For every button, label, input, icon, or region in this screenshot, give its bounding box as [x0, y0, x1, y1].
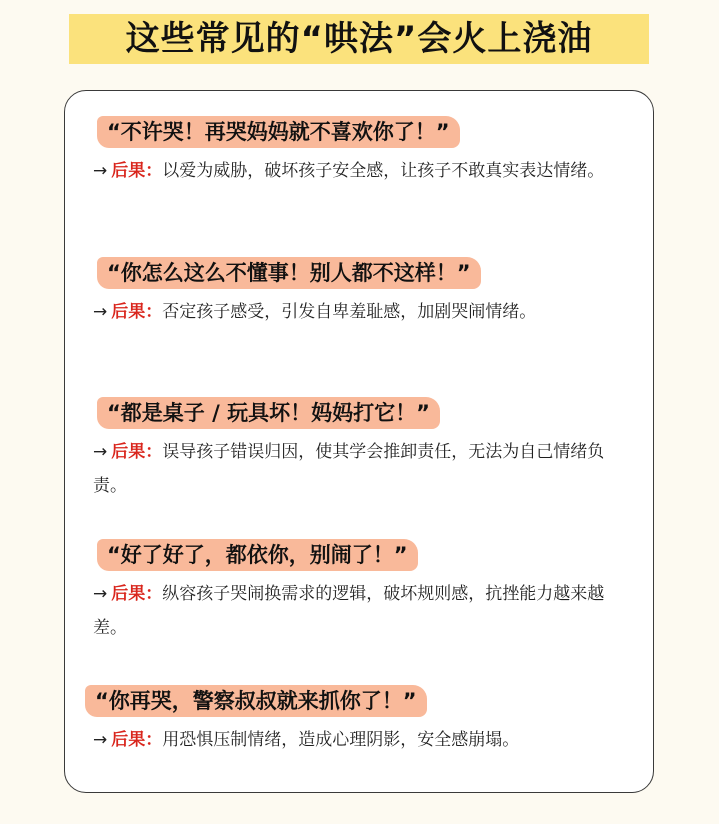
- quote-highlight: “都是桌子 / 玩具坏！妈妈打它！”: [97, 397, 440, 429]
- consequence-text: [93, 435, 633, 503]
- consequence-text: [93, 577, 633, 645]
- consequence-body: 误导孩子错误归因，使其学会推卸责任，无法为自己情绪负责。: [93, 442, 605, 496]
- quote-highlight: “你再哭，警察叔叔就来抓你了！”: [85, 685, 427, 717]
- content-card: [64, 90, 654, 793]
- consequence-label: 后果：: [111, 730, 163, 750]
- quote-highlight: “不许哭！再哭妈妈就不喜欢你了！”: [97, 116, 460, 148]
- consequence-label: 后果：: [111, 302, 163, 322]
- arrow-icon: →: [93, 730, 108, 750]
- arrow-icon: →: [93, 584, 108, 604]
- quote-highlight: “你怎么这么不懂事！别人都不这样！”: [97, 257, 481, 289]
- consequence-body: 纵容孩子哭闹换需求的逻辑，破坏规则感，抗挫能力越来越差。: [93, 584, 605, 638]
- consequence-label: 后果：: [111, 442, 163, 462]
- consequence-text: [93, 723, 633, 757]
- page-title: 这些常见的“哄法”会火上浇油: [125, 19, 593, 59]
- consequence-body: 否定孩子感受，引发自卑羞耻感，加剧哭闹情绪。: [162, 302, 537, 322]
- consequence-text: [93, 154, 633, 188]
- arrow-icon: →: [93, 161, 108, 181]
- consequence-label: 后果：: [111, 161, 163, 181]
- title-banner: [69, 14, 649, 64]
- quote-highlight: “好了好了，都依你，别闹了！”: [97, 539, 418, 571]
- consequence-text: [93, 295, 633, 329]
- arrow-icon: →: [93, 442, 108, 462]
- consequence-body: 以爱为威胁，破坏孩子安全感，让孩子不敢真实表达情绪。: [162, 161, 605, 181]
- consequence-body: 用恐惧压制情绪，造成心理阴影，安全感崩塌。: [162, 730, 520, 750]
- consequence-label: 后果：: [111, 584, 163, 604]
- arrow-icon: →: [93, 302, 108, 322]
